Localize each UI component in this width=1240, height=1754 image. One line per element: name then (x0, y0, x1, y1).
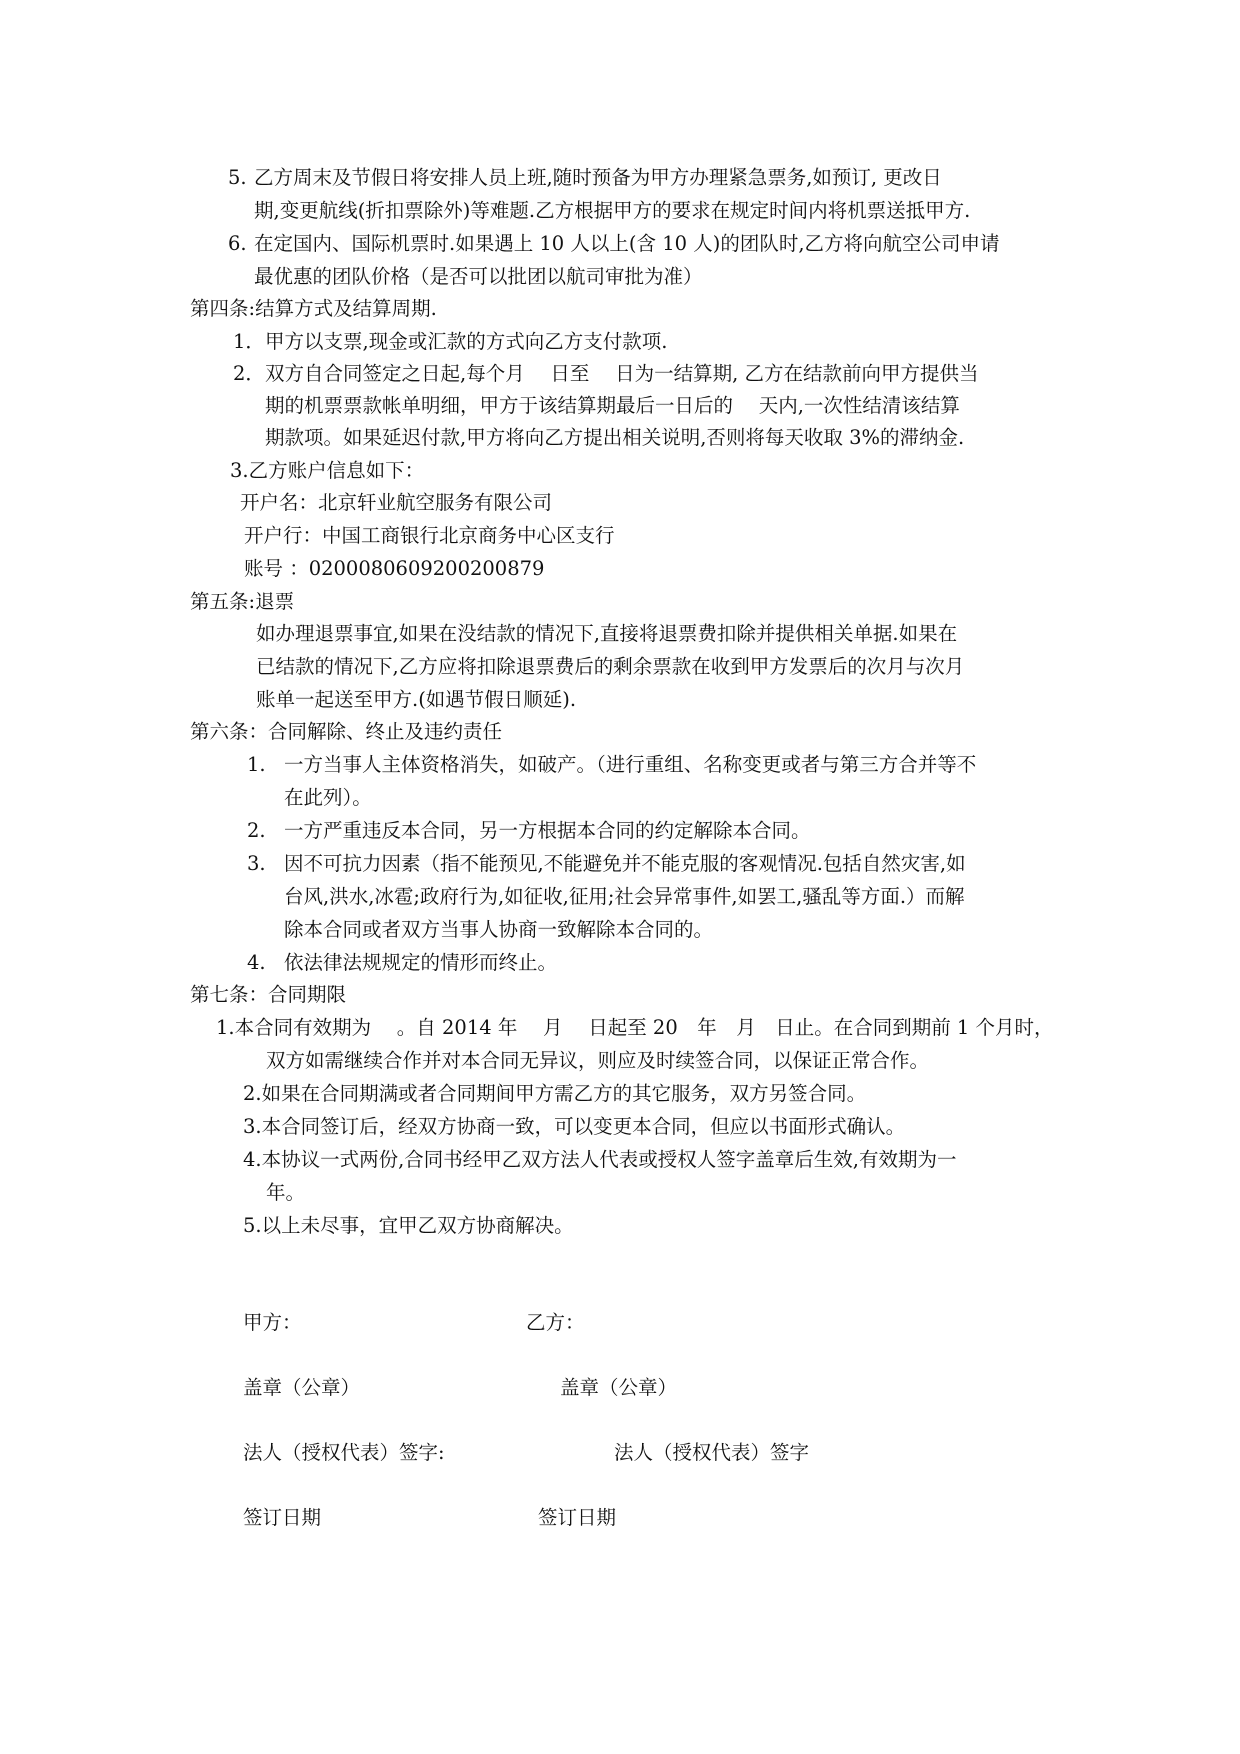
article4-bank: 开户行：中国工商银行北京商务中心区支行 (244, 524, 615, 547)
article4-item2-number: 2． (233, 362, 265, 385)
signature-seal-a: 盖章（公章） (243, 1376, 361, 1399)
article4-heading: 第四条:结算方式及结算周期. (190, 297, 437, 320)
article6-item2-number: 2. (247, 819, 266, 842)
article7-heading: 第七条：合同期限 (190, 983, 347, 1006)
article7-item4-line1: 4.本协议一式两份,合同书经甲乙双方法人代表或授权人签字盖章后生效,有效期为一 (243, 1148, 957, 1171)
article4-item1-number: 1． (233, 330, 265, 353)
signature-date-b: 签订日期 (538, 1506, 617, 1529)
article4-account-name: 开户名：北京轩业航空服务有限公司 (240, 491, 553, 514)
article6-heading: 第六条：合同解除、终止及违约责任 (190, 720, 503, 743)
signature-rep-a: 法人（授权代表）签字: (243, 1441, 445, 1464)
article3-item6-line1: 在定国内、国际机票时.如果遇上 10 人以上(含 10 人)的团队时,乙方将向航空公司申请 (254, 232, 1000, 255)
article7-item2: 2.如果在合同期满或者合同期间甲方需乙方的其它服务，双方另签合同。 (243, 1082, 867, 1105)
article3-item6-line2: 最优惠的团队价格（是否可以批团以航司审批为准） (254, 265, 703, 288)
article7-item3: 3.本合同签订后，经双方协商一致，可以变更本合同，但应以书面形式确认。 (243, 1115, 906, 1138)
article6-item1-line2: 在此列）。 (284, 786, 372, 809)
article3-item6-number: 6. (228, 232, 247, 255)
article5-line1: 如办理退票事宜,如果在没结款的情况下,直接将退票费扣除并提供相关单据.如果在 (256, 622, 958, 645)
signature-date-a: 签订日期 (243, 1506, 322, 1529)
article4-item2-line1: 双方自合同签定之日起,每个月 日至 日为一结算期, 乙方在结款前向甲方提供当 (265, 362, 979, 385)
article3-item5-number: 5. (228, 166, 247, 189)
article6-item1-number: 1. (247, 753, 266, 776)
article4-account-number: 账号 ：0200080609200200879 (244, 557, 545, 580)
article6-item4-line1: 依法律法规规定的情形而终止。 (284, 951, 558, 974)
article6-item3-line3: 除本合同或者双方当事人协商一致解除本合同的。 (284, 918, 714, 941)
signature-seal-b: 盖章（公章） (560, 1376, 678, 1399)
article4-item1-line1: 甲方以支票,现金或汇款的方式向乙方支付款项. (265, 330, 668, 353)
article7-item5: 5.以上未尽事，宜甲乙双方协商解决。 (243, 1214, 574, 1237)
article6-item3-line2: 台风,洪水,冰雹;政府行为,如征收,征用;社会异常事件,如罢工,骚乱等方面.）而解 (284, 885, 965, 908)
article5-line2: 已结款的情况下,乙方应将扣除退票费后的剩余票款在收到甲方发票后的次月与次月 (256, 655, 965, 678)
article6-item3-line1: 因不可抗力因素（指不能预见,不能避免并不能克服的客观情况.包括自然灾害,如 (284, 852, 966, 875)
article7-item1-line1: 1.本合同有效期为 。自 2014 年 月 日起至 20 年 月 日止。在合同到期前 1 个月时， (216, 1016, 1054, 1039)
article4-item2-line2: 期的机票票款帐单明细，甲方于该结算期最后一日后的 天内,一次性结清该结算 (265, 394, 960, 417)
article4-item2-line3: 期款项。如果延迟付款,甲方将向乙方提出相关说明,否则将每天收取 3%的滞纳金. (265, 426, 965, 449)
signature-party-a: 甲方： (243, 1311, 302, 1334)
article7-item1-line2: 双方如需继续合作并对本合同无异议，则应及时续签合同，以保证正常合作。 (266, 1049, 930, 1072)
article3-item5-line2: 期,变更航线(折扣票除外)等难题.乙方根据甲方的要求在规定时间内将机票送抵甲方. (254, 199, 971, 222)
signature-party-b: 乙方： (526, 1311, 585, 1334)
article6-item4-number: 4. (247, 951, 266, 974)
article4-account-title: 3.乙方账户信息如下： (230, 459, 425, 482)
article3-item5-line1: 乙方周末及节假日将安排人员上班,随时预备为甲方办理紧急票务,如预订, 更改日 (254, 166, 942, 189)
article5-heading: 第五条:退票 (190, 590, 295, 613)
article5-line3: 账单一起送至甲方.(如遇节假日顺延). (256, 688, 577, 711)
article6-item2-line1: 一方严重违反本合同，另一方根据本合同的约定解除本合同。 (284, 819, 811, 842)
article6-item1-line1: 一方当事人主体资格消失，如破产。（进行重组、名称变更或者与第三方合并等不 (284, 753, 977, 776)
article7-item4-line2: 年。 (266, 1181, 306, 1204)
signature-rep-b: 法人（授权代表）签字 (614, 1441, 810, 1464)
article6-item3-number: 3. (247, 852, 266, 875)
